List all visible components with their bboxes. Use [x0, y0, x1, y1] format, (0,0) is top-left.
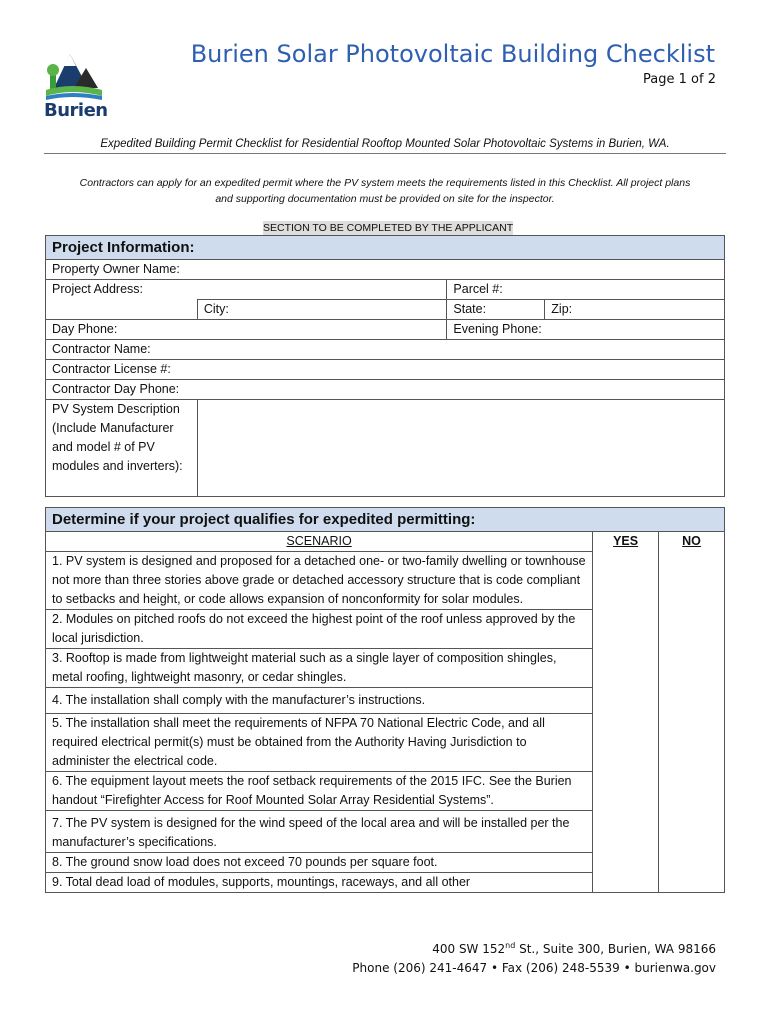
page-number: Page 1 of 2	[643, 72, 716, 87]
yes-header: YES	[613, 534, 639, 548]
contractor-license-field[interactable]: Contractor License #:	[46, 360, 725, 380]
state-field[interactable]: State:	[447, 300, 545, 320]
scenario-item-6: 6. The equipment layout meets the roof setback requirements of the 2015 IFC. See the Burien handout “Firefighter Access for Roof Mounted Solar Array Residential Systems”.	[46, 772, 593, 811]
page-title: Burien Solar Photovoltaic Building Checklist	[190, 40, 715, 68]
contractor-phone-field[interactable]: Contractor Day Phone:	[46, 380, 725, 400]
pv-description-label: PV System Description (Include Manufacturer and model # of PV modules and inverters):	[46, 400, 198, 497]
intro-line-1: Contractors can apply for an expedited permit where the PV system meets the requirements listed in this Checklist. All project plans	[79, 177, 691, 189]
scenario-item-1: 1. PV system is designed and proposed for a detached one- or two-family dwelling or townhouse not more than three stories above grade or detached accessory structure that is code compliant to setbacks and height, or code allows expansion of nonconformity for solar modules.	[46, 552, 593, 610]
project-info-table	[45, 235, 725, 497]
qualification-table	[45, 507, 725, 893]
scenario-item-2: 2. Modules on pitched roofs do not exceed the highest point of the roof unless approved by the local jurisdiction.	[46, 610, 593, 649]
footer	[352, 936, 716, 978]
qualification-heading: Determine if your project qualifies for expedited permitting:	[46, 508, 725, 532]
intro-line-2: and supporting documentation must be provided on site for the inspector.	[215, 193, 555, 205]
city-field[interactable]: City:	[197, 300, 447, 320]
logo-text: Burien	[44, 100, 108, 121]
address-continuation[interactable]	[46, 300, 198, 320]
parcel-field[interactable]: Parcel #:	[447, 280, 725, 300]
scenario-header: SCENARIO	[286, 534, 352, 548]
scenario-item-4: 4. The installation shall comply with the manufacturer’s instructions.	[46, 688, 593, 714]
scenario-item-3: 3. Rooftop is made from lightweight material such as a single layer of composition shingles, metal roofing, lightweight masonry, or cedar shingles.	[46, 649, 593, 688]
address-field[interactable]: Project Address:	[46, 280, 447, 300]
footer-address: 400 SW 152nd St., Suite 300, Burien, WA 98166	[432, 941, 716, 956]
contractor-name-field[interactable]: Contractor Name:	[46, 340, 725, 360]
pv-description-field[interactable]	[197, 400, 724, 497]
evening-phone-field[interactable]: Evening Phone:	[447, 320, 725, 340]
scenario-item-9: 9. Total dead load of modules, supports, mountings, raceways, and all other	[46, 873, 593, 893]
footer-contact: Phone (206) 241-4647 • Fax (206) 248-5539 • burienwa.gov	[352, 961, 716, 975]
zip-field[interactable]: Zip:	[545, 300, 725, 320]
intro-text	[50, 175, 720, 207]
day-phone-field[interactable]: Day Phone:	[46, 320, 447, 340]
owner-field[interactable]: Property Owner Name:	[46, 260, 725, 280]
section-label: SECTION TO BE COMPLETED BY THE APPLICANT	[263, 222, 514, 234]
scenario-item-5: 5. The installation shall meet the requirements of NFPA 70 National Electric Code, and all required electrical permit(s) must be obtained from the Authority Having Jurisdiction to administer the electrical code.	[46, 714, 593, 772]
scenario-item-7: 7. The PV system is designed for the wind speed of the local area and will be installed per the manufacturer’s specifications.	[46, 811, 593, 853]
project-info-heading: Project Information:	[46, 236, 725, 260]
scenario-item-8: 8. The ground snow load does not exceed 70 pounds per square foot.	[46, 853, 593, 873]
no-header: NO	[682, 534, 701, 548]
subtitle: Expedited Building Permit Checklist for Residential Rooftop Mounted Solar Photovoltaic Systems in Burien, WA.	[44, 138, 726, 154]
